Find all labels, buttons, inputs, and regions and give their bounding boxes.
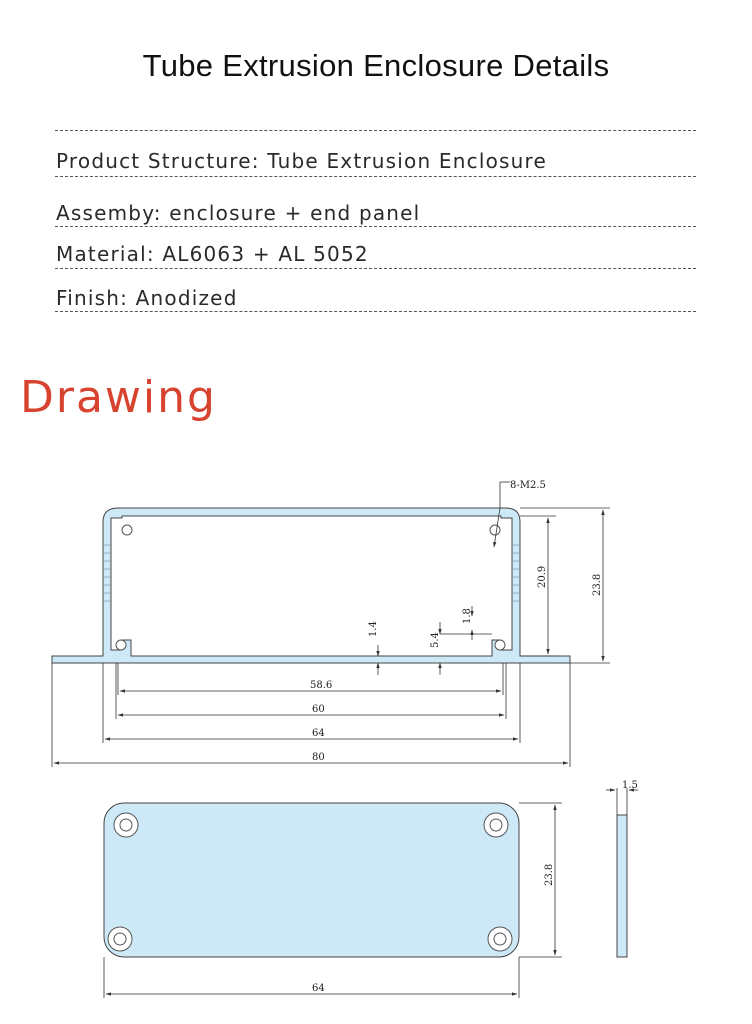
panel-hole-tl: [114, 813, 138, 837]
panel-hole-br: [488, 927, 512, 951]
spec-value: Anodized: [135, 286, 238, 310]
dim-w586-label: 58.6: [310, 680, 333, 691]
spec-label: Assemby:: [56, 201, 162, 225]
spec-value: AL6063 + AL 5052: [162, 242, 369, 266]
dim-w60-label: 60: [312, 704, 325, 715]
dim-panel-height-label: 23.8: [544, 863, 555, 886]
screw-boss-tr: [490, 525, 500, 535]
spec-value: enclosure + end panel: [169, 201, 421, 225]
dim-slot-a-label: 1.4: [368, 621, 379, 637]
end-panel-plate: [104, 803, 519, 957]
panel-hole-bl: [108, 927, 132, 951]
rib-marks: [104, 545, 519, 601]
section-title-drawing: Drawing: [20, 372, 217, 423]
spec-label: Material:: [56, 242, 155, 266]
page-title: Tube Extrusion Enclosure Details: [142, 48, 610, 83]
dim-w80-label: 80: [312, 752, 325, 763]
screw-boss-br: [495, 640, 505, 650]
spec-label: Finish:: [56, 286, 129, 310]
dim-panel-thickness-label: 1.5: [622, 780, 638, 791]
panel-hole-tr: [484, 813, 508, 837]
dim-screw-label: 8-M2.5: [510, 480, 546, 491]
dim-w64-label: 64: [312, 728, 325, 739]
spec-value: Tube Extrusion Enclosure: [267, 149, 547, 173]
dim-inner-height-label: 20.9: [537, 565, 548, 588]
end-panel-side-view: [617, 815, 627, 957]
profile-dimensions: [52, 482, 610, 767]
dim-outer-height-label: 23.8: [592, 573, 603, 596]
spec-label: Product Structure:: [56, 149, 260, 173]
screw-boss-tl: [122, 525, 132, 535]
enclosure-profile: [52, 508, 570, 663]
dim-panel-width-label: 64: [312, 983, 325, 994]
dim-slot-b-label: 5.4: [430, 632, 441, 648]
screw-boss-bl: [116, 640, 126, 650]
dim-slot-c-label: 1.8: [462, 608, 473, 624]
